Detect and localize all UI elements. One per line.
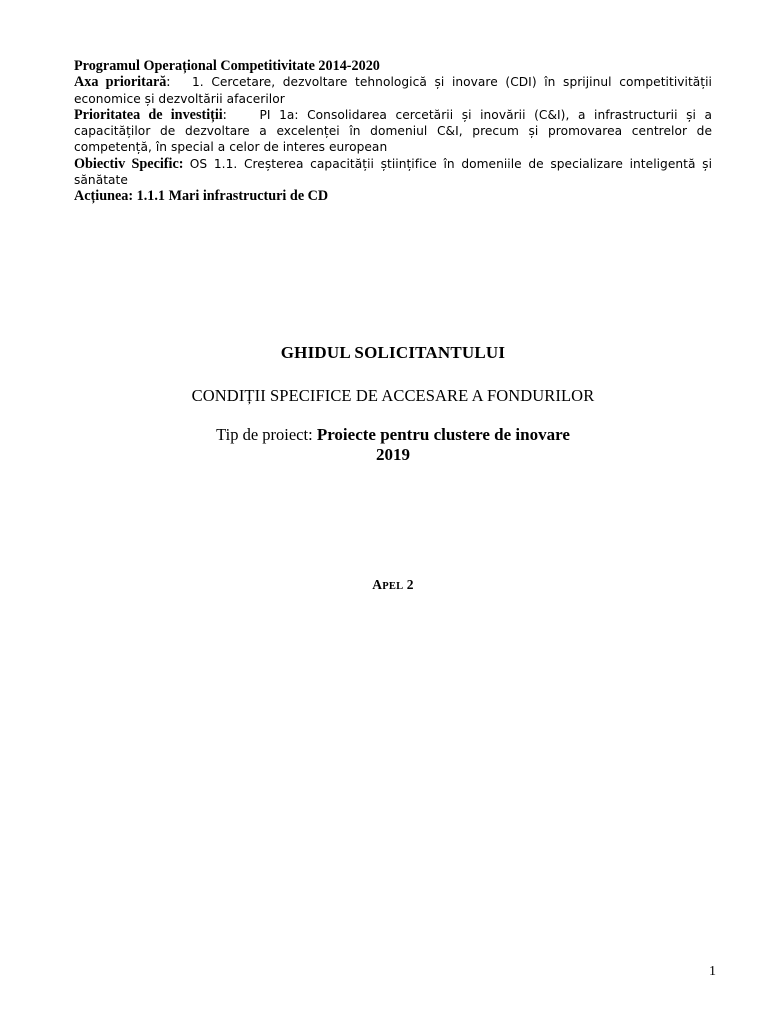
investment-priority-line: Prioritatea de investiții: PI 1a: Consolidarea cercetării și inovării (C&I), a infrastructurii și a capacităților de dezvoltare a excelenței în domeniul C&I, precum și promovarea centrelor de competență, în special a celor de interes european: [74, 106, 712, 155]
call-rest: PEL: [382, 581, 404, 592]
action-line: [74, 188, 712, 204]
guide-title: GHIDUL SOLICITANTULUI: [280, 343, 506, 362]
specific-objective-label: Obiectiv Specific:: [74, 155, 184, 172]
action-title: Acțiunea: 1.1.1 Mari infrastructuri de CD: [74, 188, 329, 205]
priority-axis-label: Axa prioritară: [74, 74, 167, 91]
investment-priority-label: Prioritatea de investiții: [74, 106, 223, 123]
priority-axis-line: Axa prioritară: 1. Cercetare, dezvoltare tehnologică și inovare (CDI) în sprijinul competitivității economice și dezvoltării afacerilor: [74, 74, 712, 106]
program-line: [74, 58, 712, 74]
program-title: Programul Operațional Competitivitate 2014-2020: [74, 58, 380, 74]
call-label: [0, 577, 768, 593]
project-year: 2019: [376, 445, 410, 464]
document-header: [74, 58, 712, 205]
priority-axis-text: 1. Cercetare, dezvoltare tehnologică și inovare (CDI) în sprijinul competitivității economice și dezvoltării afacerilor: [74, 75, 712, 106]
page-number: 1: [709, 964, 716, 979]
call-number: 2: [406, 577, 414, 592]
guide-subtitle: CONDIȚII SPECIFICE DE ACCESARE A FONDURILOR: [191, 386, 595, 405]
investment-priority-text: PI 1a: Consolidarea cercetării și inovării (C&I), a infrastructurii și a capacităților de dezvoltare a excelenței în domeniul C&I, precum și promovarea centrelor de competență, în special a celor de interes european: [74, 107, 712, 155]
specific-objective-text: OS 1.1. Creșterea capacității științifice în domeniile de specializare inteligentă și sănătate: [74, 156, 712, 188]
project-type-label: Tip de proiect:: [216, 425, 313, 444]
call-initial: A: [372, 577, 383, 592]
project-type-line: [0, 426, 768, 444]
project-type-value: Proiecte pentru clustere de inovare: [316, 425, 570, 444]
specific-objective-line: [74, 156, 712, 189]
